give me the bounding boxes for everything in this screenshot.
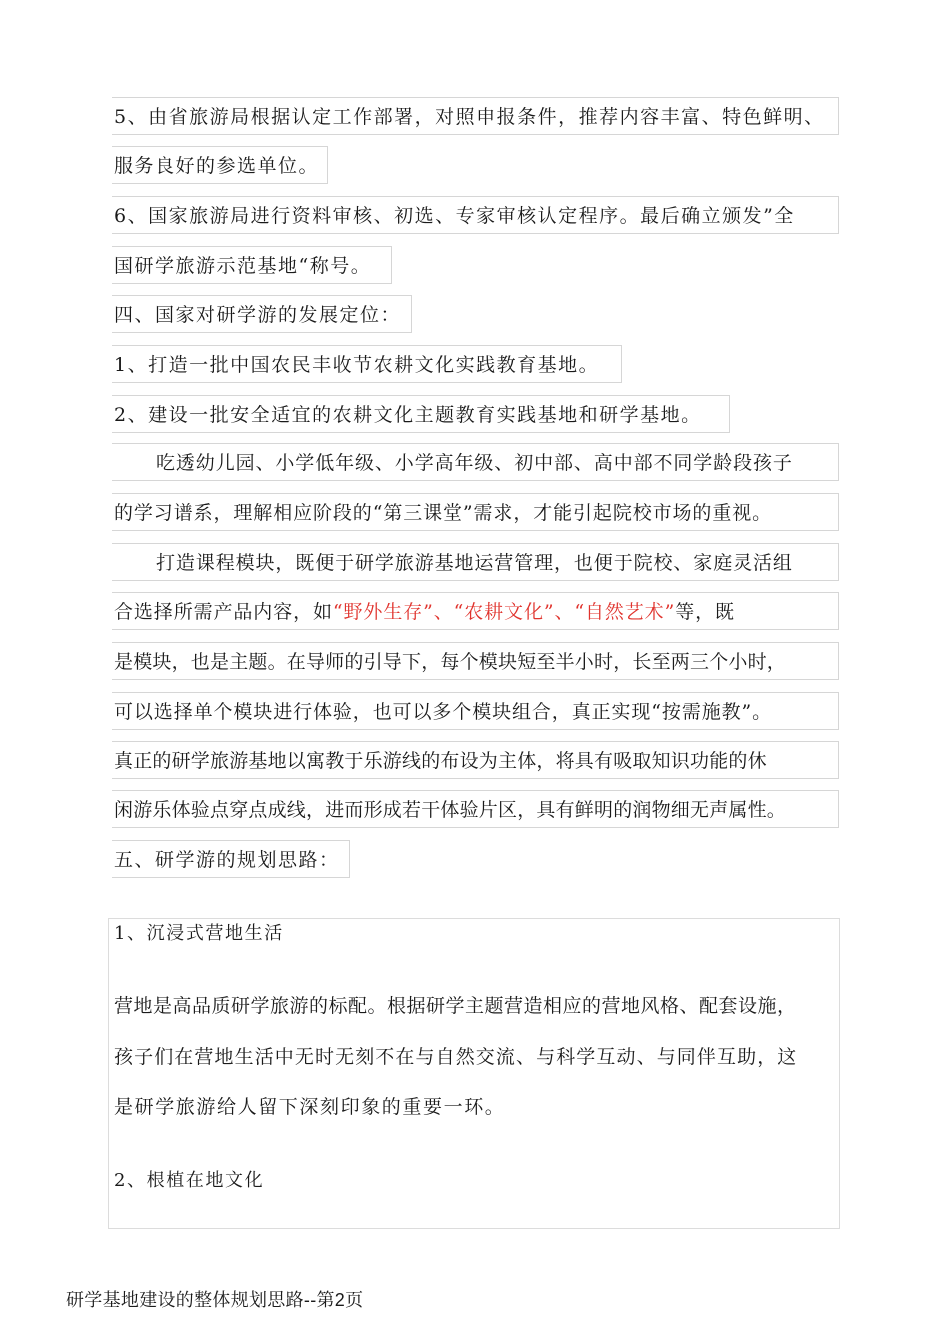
- highlighted-text: “野外生存”、“农耕文化”、“自然艺术”: [332, 601, 676, 623]
- text-line: 服务良好的参选单位。: [112, 146, 328, 184]
- text-line: 是模块，也是主题。在导师的引导下，每个模块短至半小时，长至两三个小时，: [112, 642, 839, 680]
- text-line: 真正的研学旅游基地以寓教于乐游线的布设为主体，将具有吸取知识功能的休: [112, 741, 839, 779]
- text-segment: 合选择所需产品内容，如: [114, 601, 333, 623]
- text-line-with-highlight: [112, 592, 839, 630]
- section-heading: 五、研学游的规划思路：: [112, 840, 350, 878]
- paragraph-line: 孩子们在营地生活中无时无刻不在与自然交流、与科学互动、与同伴互助，这: [114, 1046, 798, 1068]
- subheading: 1、沉浸式营地生活: [114, 923, 284, 944]
- text-line: 吃透幼儿园、小学低年级、小学高年级、初中部、高中部不同学龄段孩子: [112, 443, 839, 481]
- text-line: 6、国家旅游局进行资料审核、初选、专家审核认定程序。最后确立颁发”全: [112, 196, 839, 234]
- text-line: 打造课程模块，既便于研学旅游基地运营管理，也便于院校、家庭灵活组: [112, 543, 839, 581]
- text-line: 可以选择单个模块进行体验，也可以多个模块组合，真正实现“按需施教”。: [112, 692, 839, 730]
- text-segment: 等，既: [675, 601, 735, 623]
- paragraph-line: 营地是高品质研学旅游的标配。根据研学主题营造相应的营地风格、配套设施，: [114, 995, 797, 1017]
- text-line: 1、打造一批中国农民丰收节农耕文化实践教育基地。: [112, 345, 622, 383]
- text-line: 闲游乐体验点穿点成线，进而形成若干体验片区，具有鲜明的润物细无声属性。: [112, 790, 839, 828]
- text-line: 5、由省旅游局根据认定工作部署，对照申报条件，推荐内容丰富、特色鲜明、: [112, 97, 839, 135]
- subheading: 2、根植在地文化: [114, 1170, 265, 1191]
- paragraph-line: 是研学旅游给人留下深刻印象的重要一环。: [114, 1096, 506, 1118]
- page-footer: 研学基地建设的整体规划思路--第2页: [66, 1290, 364, 1310]
- text-line: 国研学旅游示范基地“称号。: [112, 246, 392, 284]
- section-heading: 四、国家对研学游的发展定位：: [112, 295, 412, 333]
- text-line: 的学习谱系，理解相应阶段的“第三课堂”需求，才能引起院校市场的重视。: [112, 493, 839, 531]
- text-line: 2、建设一批安全适宜的农耕文化主题教育实践基地和研学基地。: [112, 395, 730, 433]
